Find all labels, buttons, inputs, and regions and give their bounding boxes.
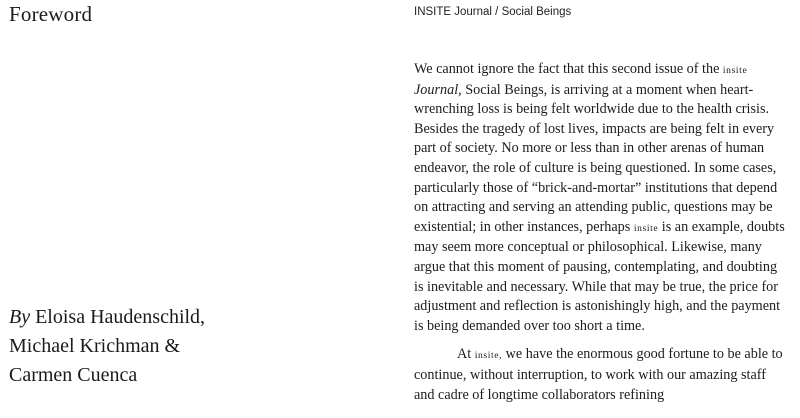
byline-authors: Eloisa Haudenschild, Michael Krichman & Carmen Cuenca — [9, 306, 206, 386]
page-title: Foreword — [9, 2, 93, 26]
body-text — [414, 60, 786, 405]
insite-smallcaps: insite — [722, 65, 748, 76]
issue-title: Social Beings — [501, 6, 572, 18]
paragraph-2 — [414, 345, 786, 405]
insite-smallcaps: insite — [633, 222, 659, 234]
paragraph-2-text: we have the enormous good fortune to be able to continue, without interruption, to work with our amazing staff and cadre of longtime collaborators refining — [414, 346, 783, 403]
insite-smallcaps: insite, — [474, 350, 503, 362]
paragraph-2-text: At — [457, 346, 472, 363]
byline-prefix: By — [9, 306, 31, 328]
paragraph-1-text: We cannot ignore the fact that this second issue of the — [414, 61, 720, 77]
byline — [9, 303, 239, 390]
journal-name: INSITE Journal — [414, 6, 492, 18]
paragraph-1-text: is an example, doubts may seem more conceptual or philosophical. Likewise, many argue that this moment of pausing, contemplating, and doubting is inevitable and necessary. While that may be true, the price for adjustment and reflection is astonishingly high, and the payment is being demanded over too short a time. — [414, 218, 785, 334]
paragraph-1 — [414, 60, 786, 336]
journal-italic: Journal, — [414, 81, 462, 98]
header-separator: / — [491, 6, 502, 18]
running-header — [414, 6, 571, 18]
paragraph-1-text: Social Beings, is arriving at a moment when heart-wrenching loss is being felt worldwide due to the health crisis. Besides the tragedy of lost lives, impacts are being felt in every part of society. No more or less than in other arenas of human endeavor, the role of culture is being questioned. In some cases, particularly those of “brick-and-mortar” institutions that depend on attracting and serving an attending public, questions may be existential; in other instances, perhaps — [414, 81, 778, 235]
